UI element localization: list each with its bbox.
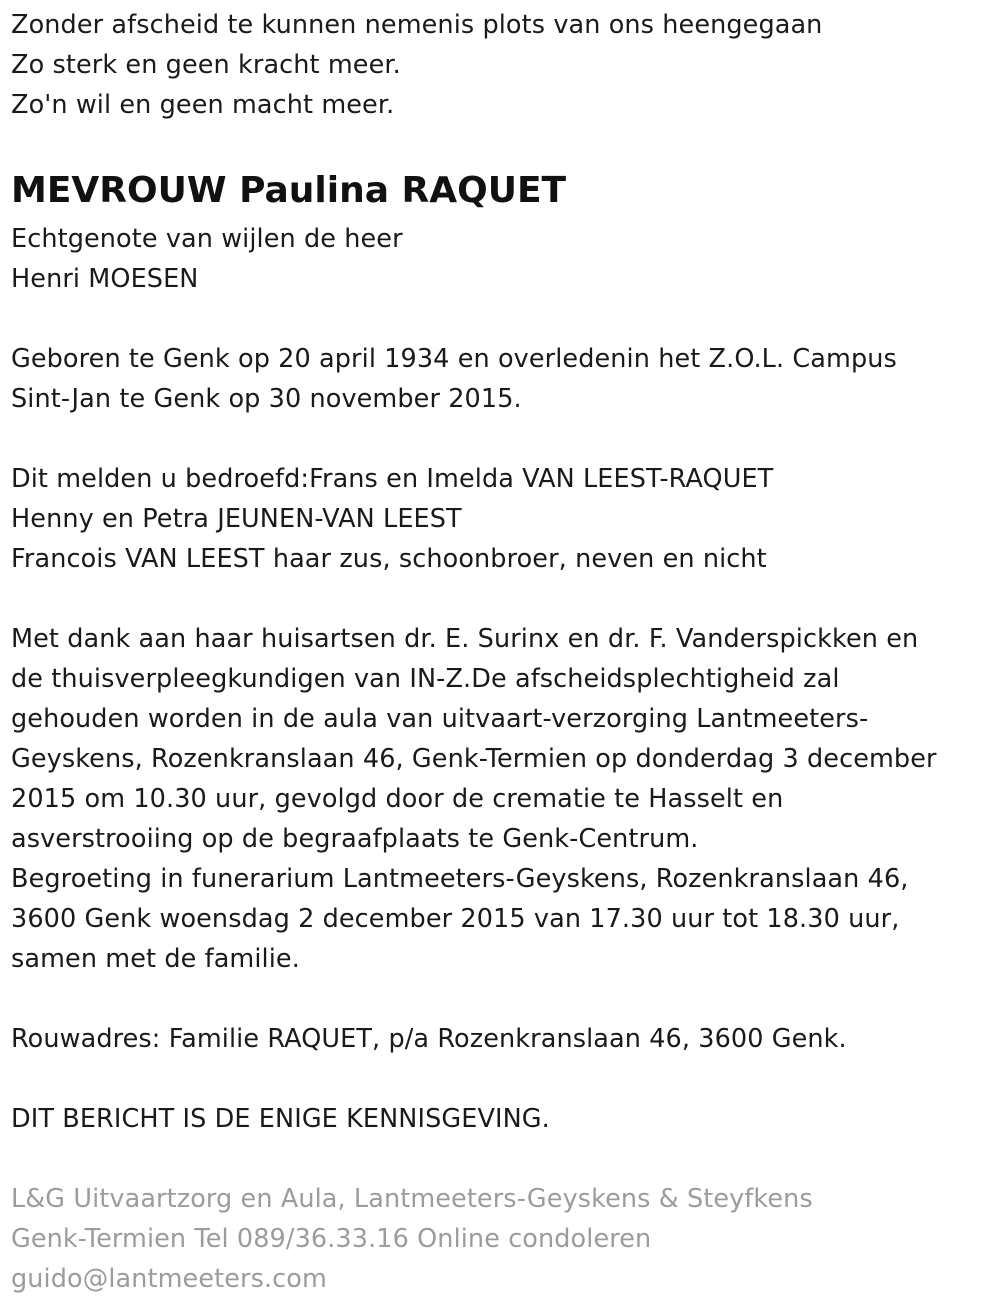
mourners-line: Henny en Petra JEUNEN-VAN LEEST xyxy=(11,504,462,534)
notice: DIT BERICHT IS DE ENIGE KENNISGEVING. xyxy=(11,1104,550,1134)
mourning-address: Rouwadres: Familie RAQUET, p/a Rozenkranslaan 46, 3600 Genk. xyxy=(11,1024,847,1054)
verse-line: Zonder afscheid te kunnen nemenis plots van ons heengegaan xyxy=(11,10,823,40)
deceased-name: MEVROUW Paulina RAQUET xyxy=(11,170,567,211)
spouse-line: Echtgenote van wijlen de heer xyxy=(11,224,403,254)
verse-line: Zo sterk en geen kracht meer. xyxy=(11,50,401,80)
ceremony-line: 2015 om 10.30 uur, gevolgd door de crematie te Hasselt en xyxy=(11,784,784,814)
birth-death-line: Sint-Jan te Genk op 30 november 2015. xyxy=(11,384,522,414)
mourners xyxy=(11,459,991,579)
ceremony-line: samen met de familie. xyxy=(11,944,300,974)
footer-line: Genk-Termien Tel 089/36.33.16 Online condoleren xyxy=(11,1224,652,1254)
ceremony-details xyxy=(11,619,991,979)
footer-line: L&G Uitvaartzorg en Aula, Lantmeeters-Geyskens & Steyfkens xyxy=(11,1184,813,1214)
verse-line: Zo'n wil en geen macht meer. xyxy=(11,90,395,120)
funeral-home-footer xyxy=(11,1179,991,1299)
mourners-line: Dit melden u bedroefd:Frans en Imelda VAN LEEST-RAQUET xyxy=(11,464,774,494)
spouse-info xyxy=(11,219,991,299)
ceremony-line: de thuisverpleegkundigen van IN-Z.De afscheidsplechtigheid zal xyxy=(11,664,840,694)
ceremony-line: Geyskens, Rozenkranslaan 46, Genk-Termien op donderdag 3 december xyxy=(11,744,937,774)
obituary-document xyxy=(11,5,991,1299)
verse xyxy=(11,5,991,125)
spouse-line: Henri MOESEN xyxy=(11,264,199,294)
ceremony-line: gehouden worden in de aula van uitvaart-verzorging Lantmeeters- xyxy=(11,704,869,734)
footer-email: guido@lantmeeters.com xyxy=(11,1264,327,1294)
ceremony-line: Begroeting in funerarium Lantmeeters-Geyskens, Rozenkranslaan 46, xyxy=(11,864,909,894)
ceremony-line: Met dank aan haar huisartsen dr. E. Surinx en dr. F. Vanderspickken en xyxy=(11,624,919,654)
birth-death-info xyxy=(11,339,991,419)
birth-death-line: Geboren te Genk op 20 april 1934 en overledenin het Z.O.L. Campus xyxy=(11,344,897,374)
mourners-line: Francois VAN LEEST haar zus, schoonbroer, neven en nicht xyxy=(11,544,767,574)
ceremony-line: asverstrooiing op de begraafplaats te Genk-Centrum. xyxy=(11,824,699,854)
ceremony-line: 3600 Genk woensdag 2 december 2015 van 17.30 uur tot 18.30 uur, xyxy=(11,904,900,934)
